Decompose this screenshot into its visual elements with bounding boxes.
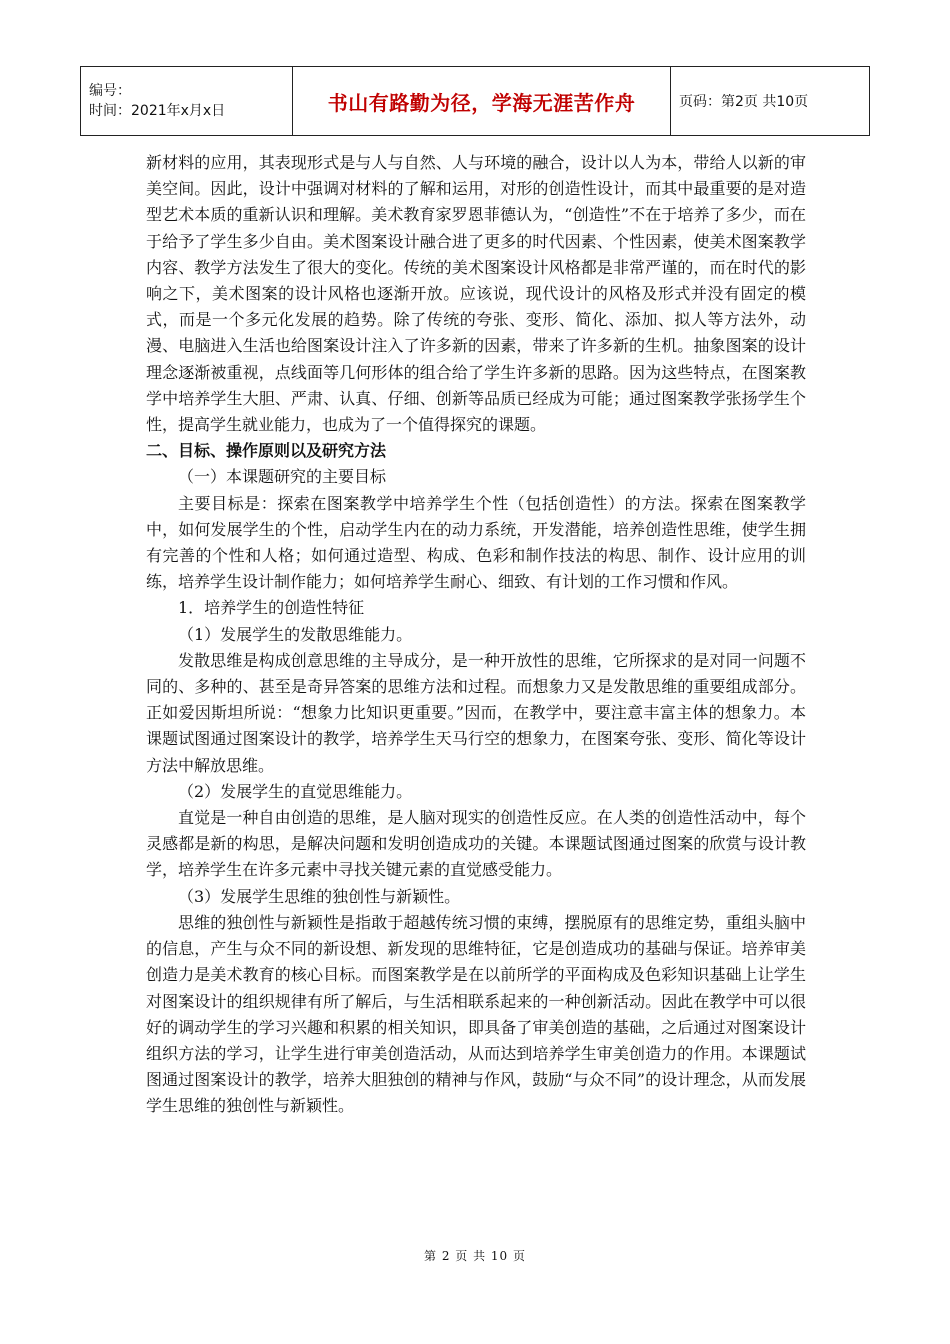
page-header (80, 66, 870, 136)
document-date: 时间：2021年x月x日 (89, 103, 226, 119)
list-item-heading: （3）发展学生思维的独创性与新颖性。 (178, 886, 461, 906)
paragraph: 思维的独创性与新颖性是指敢于超越传统习惯的束缚，摆脱原有的思维定势，重组头脑中的信息，产生与众不同的新设想、新发现的思维特征，它是创造成功的基础与保证。培养审美创造力是美术教育的核心目标。而图案教学是在以前所学的平面构成及色彩知识基础上让学生对图案设计的组织规律有所了解后，与生活相联系起来的一种创新活动。因此在教学中可以很好的调动学生的学习兴趣和积累的相关知识，即具备了审美创造的基础，之后通过对图案设计组织方法的学习，让学生进行审美创造活动，从而达到培养学生审美创造力的作用。本课题试图通过图案设计的教学，培养大胆独创的精神与作风，鼓励“与众不同”的设计理念，从而发展学生思维的独创性与新颖性。 (146, 912, 806, 1116)
list-item-heading: （2）发展学生的直觉思维能力。 (178, 781, 413, 801)
header-page-info: 页码：第2页 共10页 (671, 67, 870, 136)
list-heading: 1．培养学生的创造性特征 (178, 598, 365, 618)
paragraph: 直觉是一种自由创造的思维，是人脑对现实的创造性反应。在人类的创造性活动中，每个灵感都是新的构思，是解决问题和发明创造成功的关键。本课题试图通过图案的欣赏与设计教学，培养学生在许多元素中寻找关键元素的直觉感受能力。 (146, 808, 806, 880)
page-footer: 第 2 页 共 10 页 (424, 1249, 526, 1263)
section-heading: 二、目标、操作原则以及研究方法 (146, 441, 387, 461)
list-item-heading: （1）发展学生的发散思维能力。 (178, 624, 413, 644)
subsection-heading: （一）本课题研究的主要目标 (178, 467, 387, 487)
paragraph: 新材料的应用，其表现形式是与人与自然、人与环境的融合，设计以人为本，带给人以新的审美空间。因此，设计中强调对材料的了解和运用，对形的创造性设计，而其中最重要的是对造型艺术本质的重新认识和理解。美术教育家罗恩菲德认为，“创造性”不在于培养了多少，而在于给予了学生多少自由。美术图案设计融合进了更多的时代因素、个性因素，使美术图案教学内容、教学方法发生了很大的变化。传统的美术图案设计风格都是非常严谨的，而在时代的影响之下，美术图案的设计风格也逐渐开放。应该说，现代设计的风格及形式并没有固定的模式，而是一个多元化发展的趋势。除了传统的夸张、变形、简化、添加、拟人等方法外，动漫、电脑进入生活也给图案设计注入了许多新的因素，带来了许多新的生机。抽象图案的设计理念逐渐被重视，点线面等几何形体的组合给了学生许多新的思路。因为这些特点，在图案教学中培养学生大胆、严肃、认真、仔细、创新等品质已经成为可能；通过图案教学张扬学生个性，提高学生就业能力，也成为了一个值得探究的课题。 (146, 153, 806, 435)
header-meta (81, 67, 293, 136)
document-code-label: 编号： (89, 83, 131, 99)
document-body (146, 150, 806, 1120)
header-motto: 书山有路勤为径，学海无涯苦作舟 (293, 67, 671, 136)
paragraph: 主要目标是：探索在图案教学中培养学生个性（包括创造性）的方法。探索在图案教学中，如何发展学生的个性，启动学生内在的动力系统，开发潜能，培养创造性思维，使学生拥有完善的个性和人格；如何通过造型、构成、色彩和制作技法的构思、制作、设计应用的训练，培养学生设计制作能力；如何培养学生耐心、细致、有计划的工作习惯和作风。 (146, 493, 806, 592)
paragraph: 发散思维是构成创意思维的主导成分，是一种开放性的思维，它所探求的是对同一问题不同的、多种的、甚至是奇异答案的思维方法和过程。而想象力又是发散思维的重要组成部分。正如爱因斯坦所说：“想象力比知识更重要。”因而，在教学中，要注意丰富主体的想象力。本课题试图通过图案设计的教学，培养学生天马行空的想象力，在图案夸张、变形、简化等设计方法中解放思维。 (146, 650, 806, 775)
